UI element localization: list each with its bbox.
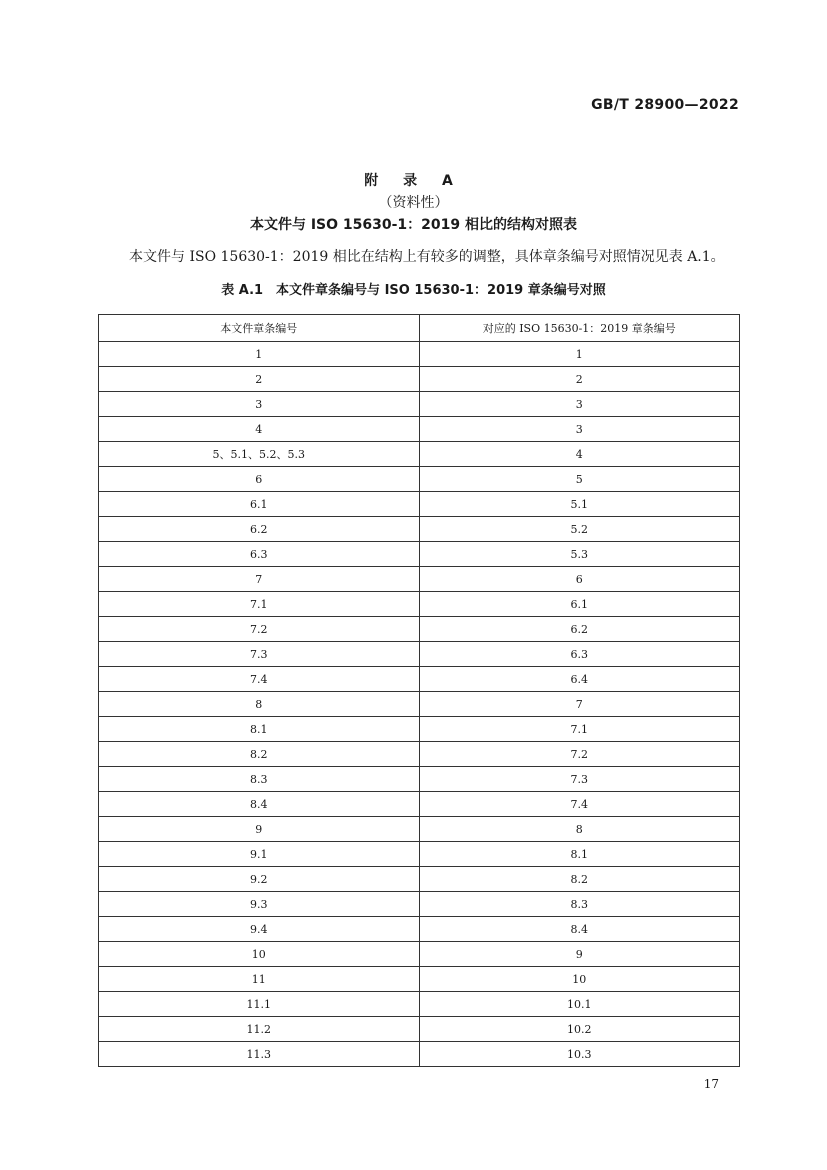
- annex-nature: （资料性）: [378, 195, 449, 211]
- cell-this-document: 9.3: [99, 892, 420, 917]
- table-row: [99, 392, 740, 417]
- table-row: [99, 492, 740, 517]
- cell-iso-clause: 2: [419, 367, 740, 392]
- cell-this-document: 11.2: [99, 1017, 420, 1042]
- cell-iso-clause: 5.1: [419, 492, 740, 517]
- table-row: [99, 942, 740, 967]
- cell-this-document: 7.3: [99, 642, 420, 667]
- cell-this-document: 10: [99, 942, 420, 967]
- cell-iso-clause: 8.1: [419, 842, 740, 867]
- table-row: [99, 342, 740, 367]
- table-row: [99, 742, 740, 767]
- clause-mapping-table: [98, 314, 740, 1067]
- cell-iso-clause: 8.2: [419, 867, 740, 892]
- intro-paragraph: 本文件与 ISO 15630-1：2019 相比在结构上有较多的调整，具体章条编号对照情况见表 A.1。: [129, 249, 725, 265]
- table-row: [99, 967, 740, 992]
- cell-iso-clause: 8: [419, 817, 740, 842]
- cell-iso-clause: 7.3: [419, 767, 740, 792]
- cell-this-document: 8: [99, 692, 420, 717]
- table-row: [99, 917, 740, 942]
- table-row: [99, 417, 740, 442]
- cell-this-document: 6: [99, 467, 420, 492]
- cell-this-document: 4: [99, 417, 420, 442]
- cell-iso-clause: 6: [419, 567, 740, 592]
- cell-iso-clause: 3: [419, 392, 740, 417]
- table-row: [99, 692, 740, 717]
- cell-iso-clause: 3: [419, 417, 740, 442]
- cell-this-document: 7.1: [99, 592, 420, 617]
- cell-this-document: 9.2: [99, 867, 420, 892]
- cell-iso-clause: 6.2: [419, 617, 740, 642]
- cell-iso-clause: 10.2: [419, 1017, 740, 1042]
- table-row: [99, 567, 740, 592]
- cell-this-document: 3: [99, 392, 420, 417]
- cell-iso-clause: 10.1: [419, 992, 740, 1017]
- annex-title: 附 录 A: [364, 173, 463, 189]
- standard-code: GB/T 28900—2022: [591, 97, 739, 113]
- table-row: [99, 642, 740, 667]
- table-row: [99, 892, 740, 917]
- cell-iso-clause: 9: [419, 942, 740, 967]
- cell-iso-clause: 6.3: [419, 642, 740, 667]
- cell-this-document: 1: [99, 342, 420, 367]
- cell-iso-clause: 5: [419, 467, 740, 492]
- cell-this-document: 9: [99, 817, 420, 842]
- cell-this-document: 8.2: [99, 742, 420, 767]
- table-row: [99, 467, 740, 492]
- cell-iso-clause: 7: [419, 692, 740, 717]
- cell-iso-clause: 4: [419, 442, 740, 467]
- annex-subject: 本文件与 ISO 15630-1：2019 相比的结构对照表: [249, 217, 578, 233]
- table-row: [99, 1042, 740, 1067]
- page-number: 17: [703, 1077, 719, 1091]
- cell-this-document: 5、5.1、5.2、5.3: [99, 442, 420, 467]
- table-row: [99, 817, 740, 842]
- cell-iso-clause: 5.3: [419, 542, 740, 567]
- cell-this-document: 6.3: [99, 542, 420, 567]
- table-row: [99, 717, 740, 742]
- table-row: [99, 442, 740, 467]
- cell-iso-clause: 1: [419, 342, 740, 367]
- cell-iso-clause: 7.2: [419, 742, 740, 767]
- table-row: [99, 367, 740, 392]
- cell-this-document: 11.3: [99, 1042, 420, 1067]
- cell-this-document: 8.1: [99, 717, 420, 742]
- cell-iso-clause: 5.2: [419, 517, 740, 542]
- cell-iso-clause: 8.4: [419, 917, 740, 942]
- table-row: [99, 592, 740, 617]
- cell-this-document: 9.1: [99, 842, 420, 867]
- table-row: [99, 1017, 740, 1042]
- table-row: [99, 617, 740, 642]
- table-row: [99, 542, 740, 567]
- cell-this-document: 7.4: [99, 667, 420, 692]
- cell-this-document: 8.4: [99, 792, 420, 817]
- table-row: [99, 992, 740, 1017]
- cell-this-document: 7: [99, 567, 420, 592]
- table-row: [99, 792, 740, 817]
- cell-this-document: 11: [99, 967, 420, 992]
- cell-iso-clause: 7.4: [419, 792, 740, 817]
- table-row: [99, 842, 740, 867]
- cell-this-document: 7.2: [99, 617, 420, 642]
- cell-iso-clause: 7.1: [419, 717, 740, 742]
- table-row: [99, 517, 740, 542]
- header-iso-clause: 对应的 ISO 15630-1：2019 章条编号: [419, 315, 740, 342]
- cell-this-document: 6.1: [99, 492, 420, 517]
- table-header-row: [99, 315, 740, 342]
- table-row: [99, 767, 740, 792]
- table-row: [99, 667, 740, 692]
- cell-iso-clause: 8.3: [419, 892, 740, 917]
- cell-this-document: 6.2: [99, 517, 420, 542]
- table-row: [99, 867, 740, 892]
- cell-iso-clause: 10: [419, 967, 740, 992]
- cell-this-document: 2: [99, 367, 420, 392]
- table-body: [99, 342, 740, 1067]
- cell-iso-clause: 10.3: [419, 1042, 740, 1067]
- cell-iso-clause: 6.4: [419, 667, 740, 692]
- table-caption: 表 A.1 本文件章条编号与 ISO 15630-1：2019 章条编号对照: [221, 283, 606, 298]
- cell-this-document: 9.4: [99, 917, 420, 942]
- cell-this-document: 11.1: [99, 992, 420, 1017]
- cell-iso-clause: 6.1: [419, 592, 740, 617]
- cell-this-document: 8.3: [99, 767, 420, 792]
- header-this-document: 本文件章条编号: [99, 315, 420, 342]
